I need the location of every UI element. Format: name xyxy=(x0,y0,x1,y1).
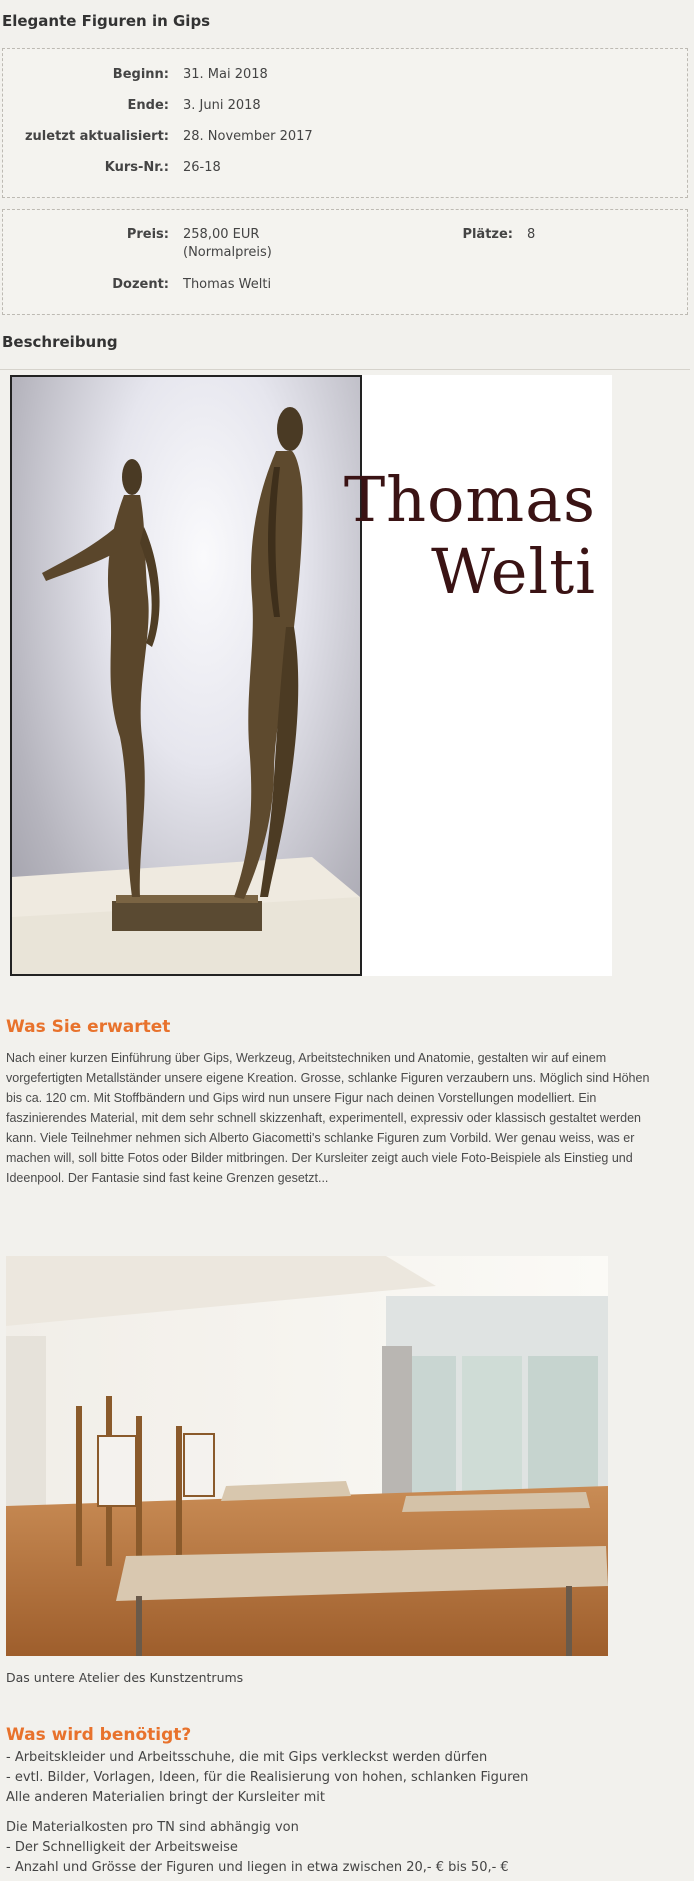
teacher-value: Thomas Welti xyxy=(183,277,272,292)
seats-value: 8 xyxy=(527,227,536,242)
atelier-illustration xyxy=(6,1256,608,1656)
end-value: 3. Juni 2018 xyxy=(183,98,261,113)
needed-item: - Arbeitskleider und Arbeitsschuhe, die mit Gips verkleckst werden dürfen xyxy=(6,1750,488,1765)
updated-label: zuletzt aktualisiert: xyxy=(24,129,169,144)
cost-line: - Der Schnelligkeit der Arbeitsweise xyxy=(6,1840,238,1855)
expect-line: machen will, soll bitte Fotos oder Bilder mitbringen. Der Kursleiter zeigt auch viele Foto-Beispiele als Einstieg und xyxy=(6,1151,633,1165)
needed-heading: Was wird benötigt? xyxy=(6,1725,192,1745)
section-divider xyxy=(0,369,690,370)
course-number-label: Kurs-Nr.: xyxy=(104,160,169,175)
expect-line: kann. Viele Teilnehmer nehmen sich Alberto Giacometti's schlanke Figuren zum Vorbild. Wer genau weiss, was er xyxy=(6,1131,635,1145)
needed-item: - evtl. Bilder, Vorlagen, Ideen, für die Realisierung von hohen, schlanken Figuren xyxy=(6,1770,529,1785)
updated-value: 28. November 2017 xyxy=(183,129,313,144)
expect-line: Nach einer kurzen Einführung über Gips, Werkzeug, Arbeitstechniken und Anatomie, gestalten wir auf einem xyxy=(6,1051,607,1065)
description-heading: Beschreibung xyxy=(2,333,118,351)
begin-value: 31. Mai 2018 xyxy=(183,67,268,82)
needed-item: Alle anderen Materialien bringt der Kursleiter mit xyxy=(6,1790,325,1805)
expect-paragraph xyxy=(6,1048,686,1188)
price-note: (Normalpreis) xyxy=(183,245,272,260)
sculpture-photo xyxy=(10,375,362,976)
expect-line: faszinierendes Material, mit dem sehr schnell skizzenhaft, experimentell, expressiv oder klassisch gestaltet werden xyxy=(6,1111,642,1125)
course-dates-box xyxy=(2,48,688,198)
teacher-name-line2: Welti xyxy=(431,535,596,608)
begin-label: Beginn: xyxy=(112,67,169,82)
cost-line: Die Materialkosten pro TN sind abhängig von xyxy=(6,1820,299,1835)
course-number-value: 26-18 xyxy=(183,160,221,175)
cost-line: - Anzahl und Grösse der Figuren und liegen in etwa zwischen 20,- € bis 50,- € xyxy=(6,1860,509,1875)
atelier-photo xyxy=(6,1256,608,1656)
price-value: 258,00 EUR xyxy=(183,227,260,242)
expect-line: Ideenpool. Der Fantasie sind fast keine Grenzen gesetzt... xyxy=(6,1171,329,1185)
atelier-caption: Das untere Atelier des Kunstzentrums xyxy=(6,1670,244,1685)
sculpture-illustration xyxy=(12,377,360,974)
page-title: Elegante Figuren in Gips xyxy=(2,12,211,30)
seats-label: Plätze: xyxy=(462,227,513,242)
teacher-label: Dozent: xyxy=(112,277,169,292)
price-label: Preis: xyxy=(126,227,169,242)
course-pricing-box xyxy=(2,209,688,315)
teacher-name-line1: Thomas xyxy=(343,463,596,536)
expect-heading: Was Sie erwartet xyxy=(6,1017,171,1037)
end-label: Ende: xyxy=(127,98,169,113)
expect-line: bis ca. 120 cm. Mit Stoffbändern und Gips wird nun unsere Figur nach deinen Vorstellungen modelliert. Ein xyxy=(6,1091,597,1105)
teacher-banner-image xyxy=(10,375,612,976)
expect-line: vorgefertigten Metallständer unsere eigene Kreation. Grosse, schlanke Figuren verzaubern uns. Möglich sind Höhen xyxy=(6,1071,650,1085)
